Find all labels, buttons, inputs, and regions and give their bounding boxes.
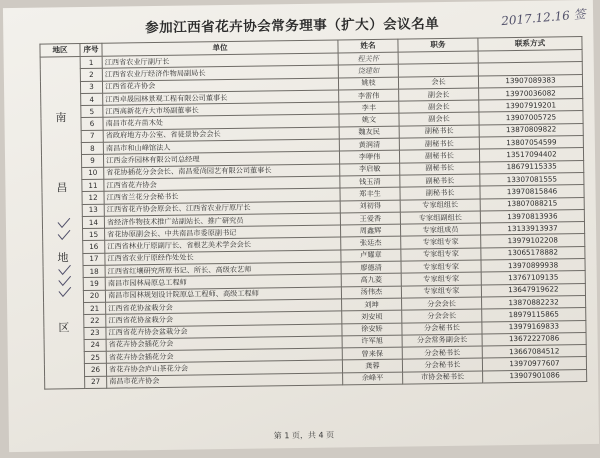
row-seq-cell: 19 [83, 278, 105, 291]
row-name-cell: 黄润清 [339, 138, 399, 151]
row-position-cell: 副秘书长 [400, 162, 480, 175]
row-seq-cell: 2 [80, 69, 102, 82]
row-name-cell: 王爱香 [340, 212, 400, 225]
row-phone-cell: 13065178882 [481, 246, 585, 260]
row-unit-cell: 江西省花卉协会 [102, 78, 338, 94]
row-position-cell [398, 51, 478, 64]
row-unit-cell: 省经济作物技术推广站副站长、推广研究员 [104, 213, 340, 229]
row-phone-cell: 13807088215 [480, 197, 584, 211]
row-position-cell: 专家组专家 [401, 235, 481, 248]
row-phone-cell: 13517094402 [479, 148, 583, 162]
row-unit-cell: 省花卉协会庐山茶花分会 [106, 360, 342, 376]
row-phone-cell: 18979115865 [482, 308, 586, 322]
row-unit-cell: 南昌市园林规划设计院原总工程师、高级工程师 [105, 287, 341, 303]
row-name-cell: 饶建如 [338, 64, 398, 77]
row-phone-cell: 13647919622 [481, 283, 585, 297]
row-phone-cell: 13979102208 [481, 234, 585, 248]
row-phone-cell: 13907919201 [479, 99, 583, 113]
row-phone-cell: 13133913937 [480, 222, 584, 236]
row-phone-cell: 13907005725 [479, 111, 583, 125]
row-name-cell: 徐安娇 [342, 323, 402, 336]
row-seq-cell: 6 [81, 118, 103, 131]
row-position-cell: 市协会秘书长 [403, 371, 483, 384]
row-phone-cell: 13870809822 [479, 123, 583, 137]
row-phone-cell: 13907089383 [478, 74, 582, 88]
row-position-cell: 副秘书长 [399, 137, 479, 150]
row-seq-cell: 17 [83, 253, 105, 266]
row-unit-cell: 南昌市园林局原总工程师 [105, 274, 341, 290]
row-position-cell: 副秘书长 [400, 174, 480, 187]
row-position-cell: 专家组副组长 [400, 211, 480, 224]
row-unit-cell: 南昌市花卉协会 [107, 373, 343, 389]
row-name-cell: 刘坤 [342, 298, 402, 311]
region-char: 地 [57, 250, 69, 264]
row-position-cell: 专家组专家 [401, 248, 481, 261]
row-unit-cell: 江西省林业厅原副厅长、省根艺美术学会会长 [105, 237, 341, 253]
row-position-cell: 副秘书长 [400, 186, 480, 199]
row-unit-cell: 省政府地方办公室、省徒景协会会长 [103, 127, 339, 143]
row-seq-cell: 1 [80, 56, 102, 69]
header-seq: 序号 [80, 43, 102, 56]
row-name-cell: 程关怀 [338, 52, 398, 65]
row-name-cell: 龚蓉 [342, 360, 402, 373]
row-seq-cell: 18 [83, 265, 105, 278]
row-position-cell: 专家组组长 [400, 199, 480, 212]
row-phone-cell: 13870882232 [482, 295, 586, 309]
row-position-cell: 专家组成员 [400, 223, 480, 236]
region-char: 区 [58, 320, 70, 334]
row-position-cell: 分会常务副会长 [402, 334, 482, 347]
header-unit: 单位 [102, 40, 338, 56]
row-position-cell: 副会长 [399, 112, 479, 125]
row-position-cell: 副秘书长 [399, 149, 479, 162]
row-phone-cell: 13970977607 [482, 357, 586, 371]
region-cell [40, 57, 85, 390]
row-phone-cell: 13970815846 [480, 185, 584, 199]
row-seq-cell: 9 [81, 155, 103, 168]
header-contact: 联系方式 [478, 37, 582, 51]
row-seq-cell: 15 [83, 228, 105, 241]
row-phone-cell: 13807054599 [479, 136, 583, 150]
row-unit-cell: 江西省花卉协会原会长、江西省农业厅原厅长 [104, 201, 340, 217]
row-unit-cell: 江西省农业厅副厅长 [102, 53, 338, 69]
row-name-cell: 高九菱 [341, 273, 401, 286]
row-seq-cell: 5 [81, 105, 103, 118]
row-unit-cell: 江西省花协盆栽分会 [106, 311, 342, 327]
row-seq-cell: 10 [82, 167, 104, 180]
row-name-cell: 钱玉清 [340, 175, 400, 188]
row-unit-cell: 江西省红壤研究所原书记、所长、高级农艺师 [105, 262, 341, 278]
row-phone-cell: 13970813936 [480, 209, 584, 223]
row-phone-cell: 13970899938 [481, 259, 585, 273]
row-seq-cell: 20 [83, 290, 105, 303]
row-name-cell: 余峰平 [343, 372, 403, 385]
row-unit-cell: 江西省花卉协会盆栽分会 [106, 323, 342, 339]
row-seq-cell: 21 [84, 302, 106, 315]
row-phone-cell: 13979169833 [482, 320, 586, 334]
row-seq-cell: 13 [82, 204, 104, 217]
row-unit-cell: 南昌市花卉苗木处 [103, 114, 339, 130]
row-name-cell: 刘安顷 [342, 310, 402, 323]
row-name-cell: 郑丰生 [340, 187, 400, 200]
row-position-cell: 副会长 [399, 88, 479, 101]
row-unit-cell: 江西省农业厅经济作物局副局长 [102, 65, 338, 81]
row-name-cell: 李丰 [339, 101, 399, 114]
row-seq-cell: 24 [84, 339, 106, 352]
row-position-cell [398, 63, 478, 76]
header-region: 地区 [40, 44, 80, 58]
row-seq-cell: 27 [85, 376, 107, 389]
row-unit-cell: 省花卉协会插花分会 [106, 336, 342, 352]
page-footer: 第 1 页，共 4 页 [273, 430, 335, 441]
header-name: 姓名 [338, 39, 398, 53]
row-position-cell: 分会会长 [402, 297, 482, 310]
row-position-cell: 专家组专家 [401, 285, 481, 298]
row-seq-cell: 26 [84, 364, 106, 377]
row-unit-cell: 江西卓晟园林景观工程有限公司董事长 [103, 90, 339, 106]
row-phone-cell: 13672227086 [482, 332, 586, 346]
row-unit-cell: 江西省花卉协会 [104, 176, 340, 192]
region-char: 南 [55, 110, 67, 124]
row-seq-cell: 16 [83, 241, 105, 254]
row-name-cell: 刘初得 [340, 200, 400, 213]
document-title: 参加江西省花卉协会常务理事（扩大）会议名单 [145, 16, 440, 37]
row-seq-cell: 14 [82, 216, 104, 229]
row-phone-cell: 13307081555 [480, 173, 584, 187]
row-unit-cell: 江西省农业厅原经作处处长 [105, 250, 341, 266]
row-name-cell: 魏友民 [339, 126, 399, 139]
row-unit-cell: 江西省兰花分会秘书长 [104, 188, 340, 204]
header-position: 职务 [398, 38, 478, 52]
row-position-cell: 分会秘书长 [402, 322, 482, 335]
row-name-cell: 李咿伟 [339, 150, 399, 163]
row-seq-cell: 7 [81, 130, 103, 143]
row-seq-cell: 23 [84, 327, 106, 340]
row-name-cell: 姚枝 [338, 77, 398, 90]
handwritten-date: 2017.12.16 签 [500, 7, 587, 29]
row-name-cell: 许军旭 [342, 335, 402, 348]
row-unit-cell: 南昌市和山峰馆法人 [103, 139, 339, 155]
row-unit-cell: 江西高新花卉大市场副董事长 [103, 102, 339, 118]
row-phone-cell: 13907901086 [483, 369, 587, 383]
row-seq-cell: 8 [81, 142, 103, 155]
row-phone-cell: 13667084512 [482, 345, 586, 359]
row-unit-cell: 省花卉协会插花分会 [106, 348, 342, 364]
region-char: 昌 [56, 180, 68, 194]
row-position-cell: 分会秘书长 [402, 346, 482, 359]
row-phone-cell: 13767109135 [481, 271, 585, 285]
row-name-cell: 张廷杰 [341, 237, 401, 250]
row-name-cell: 姚文 [339, 114, 399, 127]
row-unit-cell: 省花协原副会长、中共南昌市委原副书记 [105, 225, 341, 241]
row-seq-cell: 22 [84, 314, 106, 327]
row-name-cell: 卢耀章 [341, 249, 401, 262]
row-seq-cell: 25 [84, 351, 106, 364]
row-phone-cell: 13970036082 [479, 86, 583, 100]
row-position-cell: 专家组专家 [401, 260, 481, 273]
row-position-cell: 分会秘书长 [402, 358, 482, 371]
row-name-cell: 李启敏 [340, 163, 400, 176]
attendee-table [39, 36, 587, 390]
row-seq-cell: 11 [82, 179, 104, 192]
row-seq-cell: 4 [81, 93, 103, 106]
row-seq-cell: 12 [82, 192, 104, 205]
row-name-cell: 李雷伟 [339, 89, 399, 102]
row-phone-cell: 18679115335 [480, 160, 584, 174]
row-position-cell: 分会会长 [402, 309, 482, 322]
row-unit-cell: 省花协插花分会会长、南昌爱尚园艺有限公司董事长 [104, 164, 340, 180]
row-unit-cell: 江西金乔园林有限公司总经理 [103, 151, 339, 167]
row-position-cell: 副秘书长 [399, 125, 479, 138]
row-position-cell: 副会长 [399, 100, 479, 113]
row-name-cell: 曾来保 [342, 347, 402, 360]
row-unit-cell: 江西省花协盆栽分会 [106, 299, 342, 315]
row-seq-cell: 3 [80, 81, 102, 94]
row-name-cell: 廖德清 [341, 261, 401, 274]
row-name-cell: 汤伟杰 [341, 286, 401, 299]
row-name-cell: 周鑫辉 [340, 224, 400, 237]
document-page [3, 0, 599, 452]
row-position-cell: 专家组专家 [401, 272, 481, 285]
row-position-cell: 会长 [398, 76, 478, 89]
